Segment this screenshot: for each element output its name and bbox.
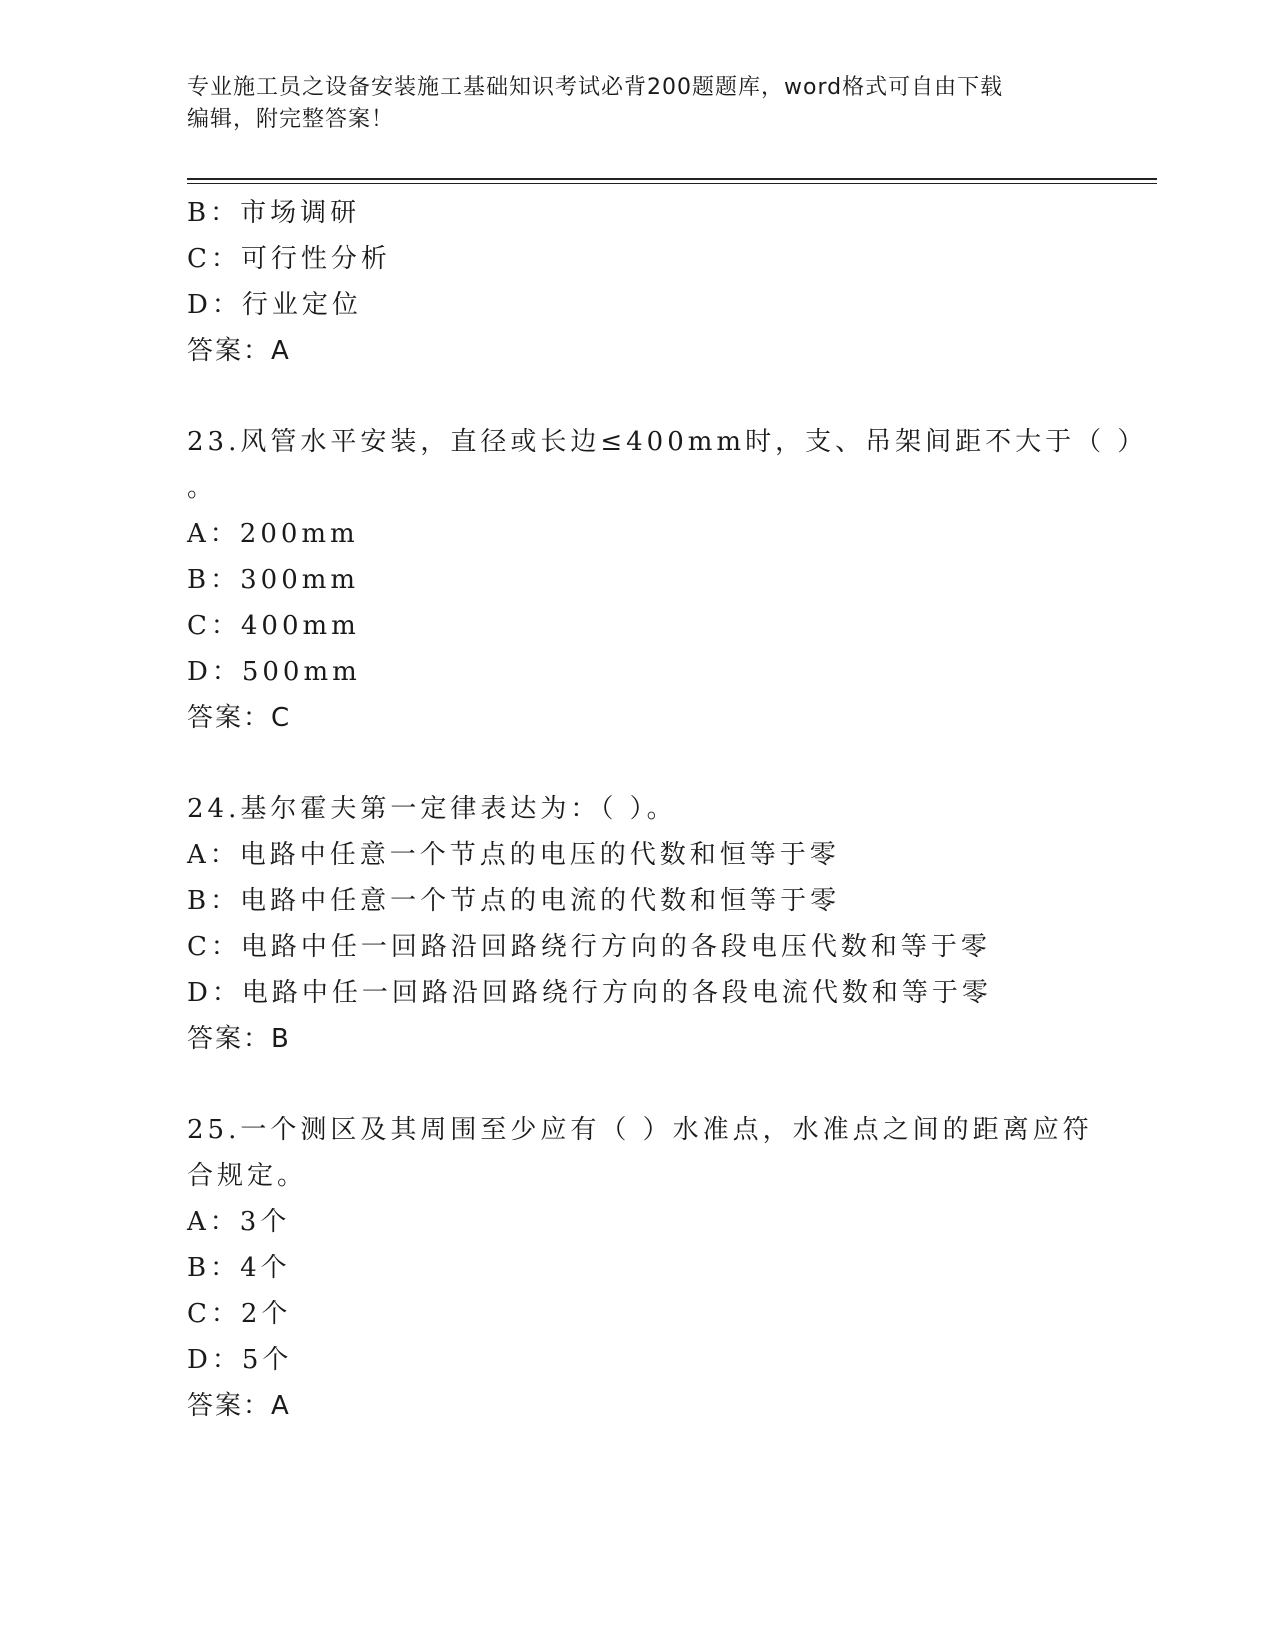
option-b: B：300mm <box>187 565 360 595</box>
answer-line: 答案：C <box>187 703 292 733</box>
document-body <box>187 190 1148 1429</box>
continued-question-block <box>187 190 1087 374</box>
option-b: B：电路中任意一个节点的电流的代数和恒等于零 <box>187 886 841 916</box>
question-23 <box>187 419 1148 741</box>
question-stem-line-2: 。 <box>187 473 218 503</box>
question-24 <box>187 786 1087 1062</box>
option-a: A：电路中任意一个节点的电压的代数和恒等于零 <box>187 840 840 870</box>
option-c: C：电路中任一回路沿回路绕行方向的各段电压代数和等于零 <box>187 932 991 962</box>
answer-line: 答案：A <box>187 1391 291 1421</box>
option-b: B：市场调研 <box>187 198 361 228</box>
header-divider-thick <box>187 178 1157 180</box>
option-c: C：2个 <box>187 1299 292 1329</box>
header-line-1: 专业施工员之设备安装施工基础知识考试必背200题题库，word格式可自由下载 <box>187 75 1004 100</box>
answer-line: 答案：A <box>187 336 291 366</box>
option-a: A：200mm <box>187 519 359 549</box>
question-stem-line-1: 25.一个测区及其周围至少应有（ ）水准点，水准点之间的距离应符 <box>187 1115 1093 1145</box>
option-d: D：5个 <box>187 1345 293 1375</box>
option-b: B：4个 <box>187 1253 291 1283</box>
option-d: D：500mm <box>187 657 361 687</box>
document-header <box>187 72 1087 136</box>
option-d: D：电路中任一回路沿回路绕行方向的各段电流代数和等于零 <box>187 978 992 1008</box>
question-stem-line-2: 合规定。 <box>187 1161 308 1191</box>
question-25 <box>187 1107 1093 1429</box>
question-stem-line-1: 23.风管水平安装，直径或长边≤400mm时，支、吊架间距不大于（ ） <box>187 427 1148 457</box>
header-line-2: 编辑，附完整答案！ <box>187 107 395 132</box>
option-a: A：3个 <box>187 1207 291 1237</box>
option-d: D：行业定位 <box>187 290 362 320</box>
question-stem-line-1: 24.基尔霍夫第一定律表达为：（ ）。 <box>187 794 677 824</box>
option-c: C：400mm <box>187 611 360 641</box>
answer-line: 答案：B <box>187 1024 291 1054</box>
header-divider-thin <box>187 183 1157 184</box>
option-c: C：可行性分析 <box>187 244 391 274</box>
